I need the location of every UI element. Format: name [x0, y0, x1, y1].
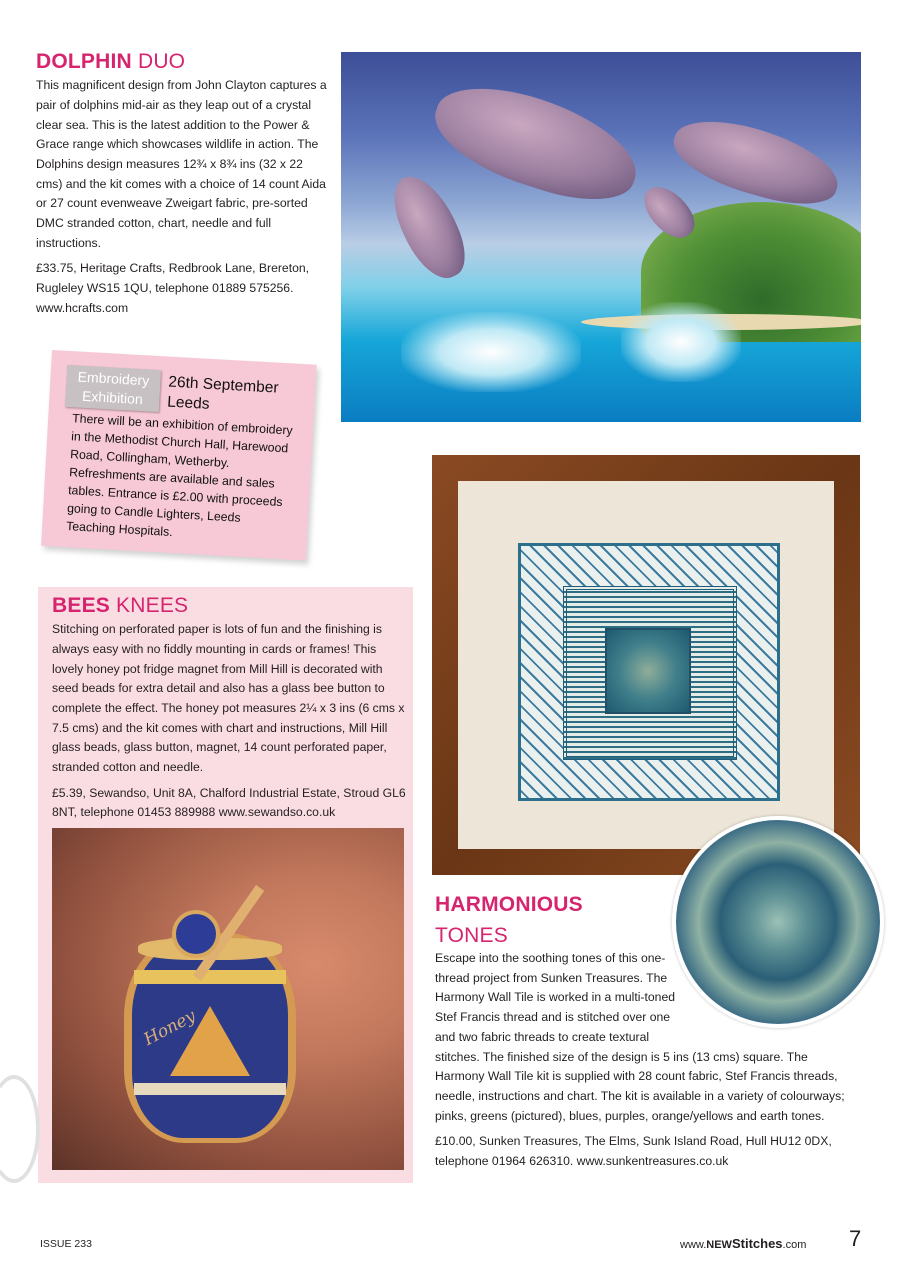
- dolphin-cross-stitch-image: [341, 52, 861, 422]
- url-suffix: .com: [782, 1239, 807, 1251]
- harmonious-description-text: Escape into the soothing tones of this one-thread project from Sunken Treasures. The Harmony Wall Tile is worked in a multi-toned Stef Francis thread and is stitched over one and two fabric threads to create textural stitches. The finished size of the design is 5 ins (13 cms) square. The Harmony Wall Tile kit is supplied with 28 count fabric, Stef Francis threads, needle, instructions and chart. The kit is available in a variety of colourways; pinks, greens (pictured), blues, purples, orange/yellows and earth tones.: [435, 951, 845, 1123]
- dolphin-body: [36, 76, 328, 318]
- harmonious-heading-bold: HARMONIOUS: [435, 893, 583, 916]
- bees-heading: [52, 594, 407, 617]
- dolphin-heading-light: DUO: [137, 50, 186, 73]
- url-new: NEW: [706, 1239, 732, 1251]
- dolphin-description: This magnificent design from John Clayton captures a pair of dolphins mid-air as they leap out of a crystal clear sea. This is the latest addition to the Power & Grace range which showcases wildlife in action. The Dolphins design measures 12¾ x 8¾ ins (32 x 22 cms) and the kit comes with a choice of 14 count Aida or 27 count evenweave Zweigart fabric, pre-sorted DMC stranded cotton, chart, needle and full instructions.: [36, 78, 327, 250]
- honey-pot-magnet-image: [52, 828, 404, 1170]
- exhibition-date-day: 26th September: [167, 373, 279, 397]
- url-stitches: Stitches: [731, 1236, 783, 1251]
- dolphin-article: [36, 50, 328, 325]
- bees-heading-bold: BEES: [52, 594, 110, 617]
- bees-contact: £5.39, Sewandso, Unit 8A, Chalford Industrial Estate, Stroud GL6 8NT, telephone 01453 889988 www.sewandso.co.uk: [52, 785, 406, 820]
- harmonious-body: [435, 949, 847, 1178]
- exhibition-date-place: Leeds: [166, 393, 210, 413]
- exhibition-note: [41, 350, 317, 560]
- closeup-wrap-spacer: [677, 949, 847, 1029]
- bees-article: [52, 594, 407, 829]
- bees-description: Stitching on perforated paper is lots of fun and the finishing is always easy with no fiddly mounting in cards or frames! This lovely honey pot fridge magnet from Mill Hill is decorated with seed beads for extra detail and also has a glass bee button to complete the effect. The honey pot measures 2¼ x 3 ins (6 cms x 7.5 cms) and the kit comes with chart and instructions, Mill Hill glass beads, glass button, magnet, 14 count perforated paper, stranded cotton and needle.: [52, 622, 405, 775]
- bees-body: [52, 620, 407, 823]
- decorative-ring: [0, 1075, 40, 1183]
- issue-number: ISSUE 233: [40, 1238, 92, 1250]
- framed-harmony-tile-image: [432, 455, 860, 875]
- harmonious-heading: [435, 893, 675, 947]
- exhibition-label: Embroidery Exhibition: [65, 365, 161, 412]
- dolphin-heading-bold: DOLPHIN: [36, 50, 132, 73]
- dolphin-contact: £33.75, Heritage Crafts, Redbrook Lane, Brereton, Rugleley WS15 1QU, telephone 01889 575256. www.hcrafts.com: [36, 261, 310, 315]
- dolphin-heading: [36, 50, 328, 73]
- page-number: 7: [849, 1226, 862, 1251]
- exhibition-date: [167, 373, 279, 419]
- harmonious-contact: £10.00, Sunken Treasures, The Elms, Sunk Island Road, Hull HU12 0DX, telephone 01964 626310. www.sunkentreasures.co.uk: [435, 1134, 832, 1169]
- harmonious-heading-light: TONES: [435, 924, 508, 948]
- url-prefix: www.: [680, 1239, 707, 1251]
- harmonious-description: [435, 949, 847, 1126]
- magazine-website[interactable]: [680, 1236, 806, 1251]
- honey-pot-word: Honey: [140, 1006, 200, 1050]
- exhibition-description: There will be an exhibition of embroidery in the Methodist Church Hall, Harewood Road, Collingham, Wetherby. Refreshments are available and sales tables. Entrance is £2.00 with proceeds going to Candle Lighters, Leeds Teaching Hospitals.: [65, 411, 294, 540]
- bees-heading-light: KNEES: [116, 594, 189, 617]
